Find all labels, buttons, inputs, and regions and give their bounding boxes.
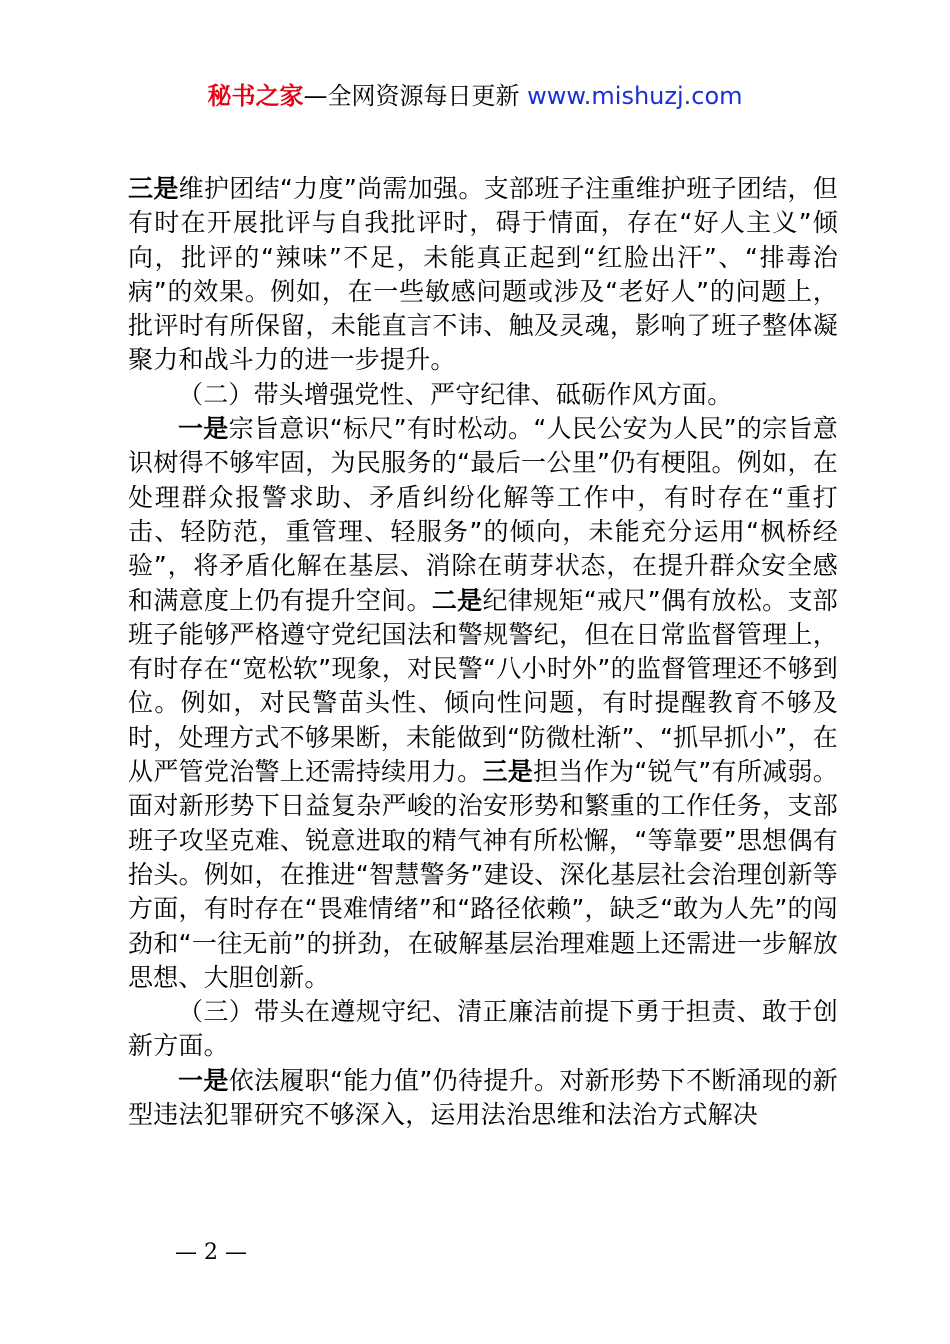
site-brand: 秘书之家 xyxy=(207,82,304,110)
site-tagline: —全网资源每日更新 xyxy=(303,82,520,110)
document-body xyxy=(128,172,838,1132)
paragraph-text: 宗旨意识“标尺”有时松动。“人民公安为人民”的宗旨意识树得不够牢固，为民服务的“最后一公里”仍有梗阻。例如，在处理群众报警求助、矛盾纠纷化解等工作中，有时存在“重打击、轻防范，重管理、轻服务”的倾向，未能充分运用“枫桥经验”，将矛盾化解在基层、消除在萌芽状态，在提升群众安全感和满意度上仍有提升空间。 xyxy=(128,414,838,615)
site-url-link[interactable]: www.mishuzj.com xyxy=(527,82,743,110)
paragraph-discipline xyxy=(128,412,838,995)
paragraph-law xyxy=(128,1064,838,1133)
site-header xyxy=(0,80,950,112)
section-heading-3: （三）带头在遵规守纪、清正廉洁前提下勇于担责、敢于创新方面。 xyxy=(128,997,838,1061)
paragraph-text: 维护团结“力度”尚需加强。支部班子注重维护班子团结，但有时在开展批评与自我批评时，碍于情面，存在“好人主义”倾向，批评的“辣味”不足，未能真正起到“红脸出汗”、“排毒治病”的效果。例如，在一些敏感问题或涉及“老好人”的问题上，批评时有所保留，未能直言不讳、触及灵魂，影响了班子整体凝聚力和战斗力的进一步提升。 xyxy=(128,174,838,375)
paragraph-text: 依法履职“能力值”仍待提升。对新形势下不断涌现的新型违法犯罪研究不够深入，运用法治思维和法治方式解决 xyxy=(128,1065,838,1130)
section-heading-2: （二）带头增强党性、严守纪律、砥砺作风方面。 xyxy=(178,379,733,409)
paragraph-text: 纪律规矩“戒尺”偶有放松。支部班子能够严格遵守党纪国法和警规警纪，但在日常监督管理上，有时存在“宽松软”现象，对民警“八小时外”的监督管理还不够到位。例如，对民警苗头性、倾向性问题，有时提醒教育不够及时，处理方式不够果断，未能做到“防微杜渐”、“抓早抓小”，在从严管党治警上还需持续用力。 xyxy=(128,585,838,787)
paragraph-lead: 三是 xyxy=(128,174,179,203)
paragraph-text: 担当作为“锐气”有所减弱。面对新形势下日益复杂严峻的治安形势和繁重的工作任务，支部班子攻坚克难、锐意进取的精气神有所松懈，“等靠要”思想偶有抬头。例如，在推进“智慧警务”建设、深化基层社会治理创新等方面，有时存在“畏难情绪”和“路径依赖”，缺乏“敢为人先”的闯劲和“一往无前”的拼劲，在破解基层治理难题上还需进一步解放思想、大胆创新。 xyxy=(128,757,838,992)
paragraph-lead: 二是 xyxy=(431,585,483,615)
page-number: — 2 — xyxy=(175,1240,247,1265)
paragraph-lead: 三是 xyxy=(482,757,534,787)
paragraph-lead: 一是 xyxy=(178,414,229,444)
paragraph-lead: 一是 xyxy=(178,1065,229,1095)
paragraph-unity xyxy=(128,172,838,378)
